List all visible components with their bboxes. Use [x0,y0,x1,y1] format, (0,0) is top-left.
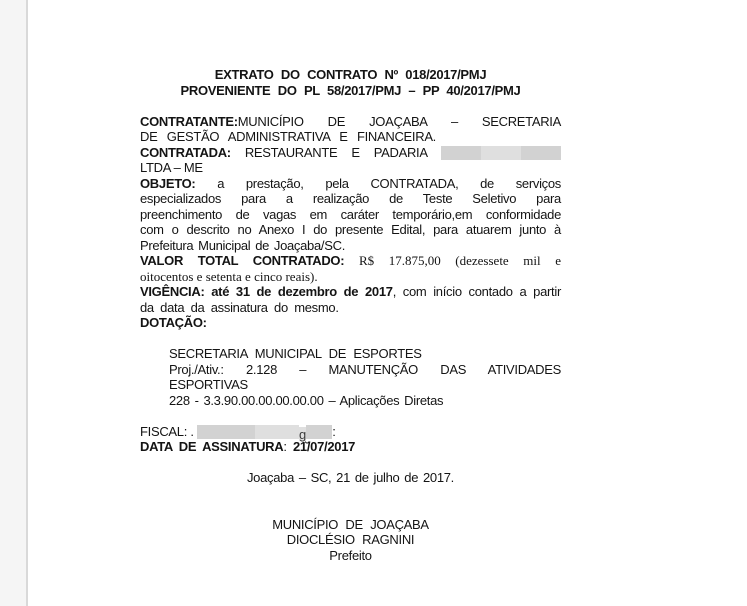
redaction-box [521,146,561,160]
objeto-line1 [140,176,561,192]
doc-title-line1: EXTRATO DO CONTRATO Nº 018/2017/PMJ [214,67,487,82]
assinatura-label: DATA DE ASSINATURA [140,439,284,454]
dotacao-line2: Proj./Ativ.: 2.128 – MANUTENÇÃO DAS ATIVIDADES [169,361,561,377]
dotacao-line3: ESPORTIVAS [169,377,248,392]
contratante-line1 [140,114,561,130]
contratada-label: CONTRATADA: [140,144,231,160]
spacer [140,331,561,347]
objeto-line4: com o descrito no Anexo I do presente Edital, para atuarem junto à [140,222,561,237]
dotacao-label: DOTAÇÃO: [140,315,207,330]
signature-role: Prefeito [329,547,372,563]
redaction-box [441,146,481,160]
spacer [140,501,561,517]
contratada-line1 [140,145,561,161]
contratada-value: RESTAURANTE E PADARIA [244,144,427,160]
objeto-label: OBJETO: [140,175,196,191]
assinatura-line [140,439,561,455]
vigencia-line1 [140,284,561,300]
valor-line1 [140,253,561,269]
contratada-line2: LTDA – ME [140,160,203,175]
vigencia-line2: da data da assinatura do mesmo. [140,299,339,315]
assinatura-date: 21̆/07/2017 [292,439,356,454]
contratante-value: MUNICÍPIO DE JOAÇABA – SECRETARIA [237,113,561,129]
valor-amount: R$ 17.875,00 (dezessete mil e [358,253,561,268]
spacer [140,408,561,424]
redaction-box [255,425,299,439]
objeto-line3: preenchimento de vagas em caráter temporário,em conformidade [140,206,561,222]
redaction-box [481,146,521,160]
signature-name: DIOCLÉSIO RAGNINI [286,532,415,547]
spacer [140,98,561,114]
dotacao-heading [140,315,561,331]
redaction-box [197,425,255,439]
valor-line2: oitocentos e setenta e cinco reais). [140,268,318,284]
spacer [140,486,561,502]
valor-label: VALOR TOTAL CONTRATADO: [140,253,345,268]
fiscal-label: FISCAL: [140,423,188,439]
fiscal-suffix: : [332,423,336,439]
dotacao-line4: 228 - 3.3.90.00.00.00.00.00 – Aplicações Diretas [169,392,444,408]
vigencia-value: , com início contado a partir [392,284,561,299]
fiscal-ghost-char: g [298,426,307,442]
contract-extract-document [140,67,561,563]
signature-entity: MUNICÍPIO DE JOAÇABA [272,516,429,532]
contratante-line2: DE GESTÃO ADMINISTRATIVA E FINANCEIRA. [140,129,436,144]
objeto-value-line1: a prestação, pela CONTRATADA, de serviços [217,175,562,191]
redaction-box [306,425,332,439]
assinatura-sep: : [283,439,293,454]
dateline: Joaçaba – SC, 21 de julho de 2017. [246,470,454,485]
objeto-line5: Prefeitura Municipal de Joaçaba/SC. [140,237,346,253]
spacer [140,455,561,471]
doc-title-line2: PROVENIENTE DO PL 58/2017/PMJ – PP 40/2017/PMJ [180,82,521,98]
left-gutter [0,0,28,606]
fiscal-visible-char: . [190,423,194,439]
vigencia-label: VIGÊNCIA: até 31 de dezembro de 2017 [140,284,393,299]
dotacao-line1: SECRETARIA MUNICIPAL DE ESPORTES [169,346,422,361]
contratante-label: CONTRATANTE: [140,113,238,129]
objeto-line2: especializados para a realização de Teste Seletivo para [140,191,561,206]
fiscal-line [140,424,561,440]
